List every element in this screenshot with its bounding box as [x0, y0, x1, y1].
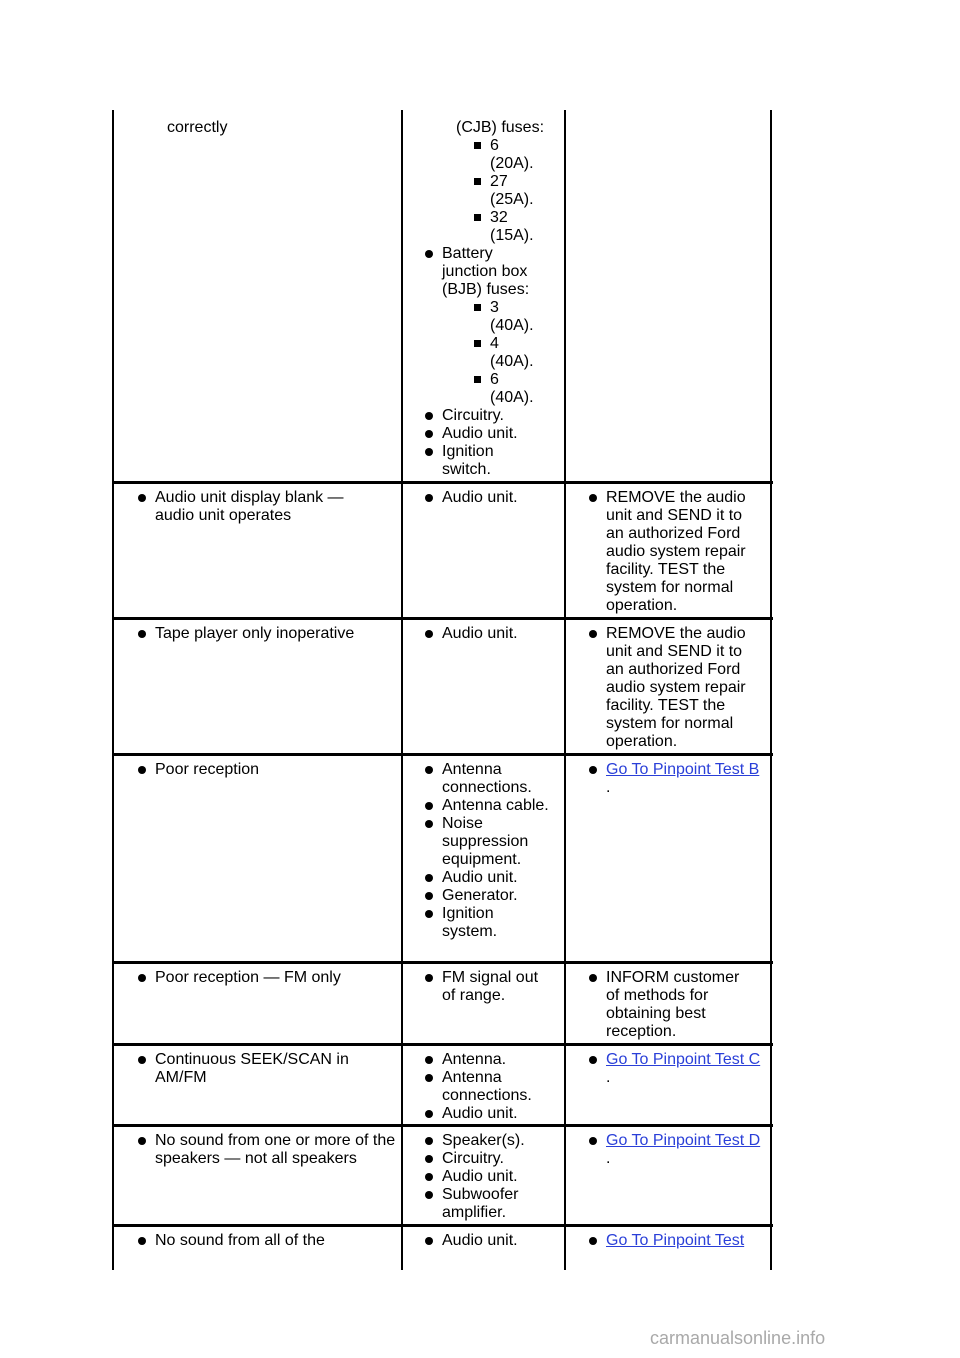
action-cell: [588, 489, 764, 615]
link-suffix: .: [606, 1150, 611, 1167]
list-item: Antenna cable.: [424, 797, 549, 815]
source-list: [424, 245, 534, 479]
source-cell: [424, 1232, 559, 1250]
table-row: [137, 1051, 392, 1087]
list-item: Antenna connections.: [424, 1069, 549, 1105]
table-row: [137, 489, 392, 525]
source-cell: [424, 625, 559, 643]
list-item: 3 (40A).: [472, 299, 542, 335]
pinpoint-test-link[interactable]: Go To Pinpoint Test: [606, 1232, 745, 1249]
source-cell: [424, 1132, 559, 1222]
list-item: Antenna connections.: [424, 761, 549, 797]
row-divider: [112, 1043, 773, 1046]
list-item: Audio unit.: [424, 425, 534, 443]
row-divider: [112, 617, 773, 620]
bjb-fuse-list: [472, 299, 542, 407]
bjb-label: Battery junction box (BJB) fuses:: [442, 245, 530, 298]
list-item: 32 (15A).: [472, 209, 542, 245]
action-cell: [588, 1051, 766, 1087]
action-cell: [588, 1132, 766, 1168]
list-item: Audio unit.: [424, 1105, 549, 1123]
action-cell: [588, 761, 766, 797]
table-border-left: [112, 110, 114, 1270]
condition-text: No sound from one or more of the speakers — not all speakers: [137, 1132, 399, 1168]
table-row: [137, 969, 392, 987]
list-item: Circuitry.: [424, 407, 534, 425]
list-item: Noise suppression equipment.: [424, 815, 549, 869]
action-text: INFORM customer of methods for obtaining best reception.: [588, 969, 753, 1041]
action-text: REMOVE the audio unit and SEND it to an authorized Ford audio system repair facility. TEST the system for normal operation.: [588, 625, 764, 751]
row-divider: [112, 753, 773, 756]
condition-text: Continuous SEEK/SCAN in AM/FM: [137, 1051, 372, 1087]
source-cell: [424, 761, 559, 941]
condition-text: Audio unit display blank — audio unit operates: [137, 489, 372, 525]
list-item: Ignition switch.: [424, 443, 534, 479]
list-item: [588, 1051, 766, 1087]
row-divider: [112, 1224, 773, 1227]
action-text: REMOVE the audio unit and SEND it to an authorized Ford audio system repair facility. TEST the system for normal operation.: [588, 489, 764, 615]
list-item: Audio unit.: [424, 869, 549, 887]
row-divider: [112, 961, 773, 964]
column-divider: [564, 110, 566, 1270]
action-cell: [588, 969, 764, 1041]
table-border-right: [770, 110, 772, 1270]
source-cell: [424, 969, 559, 1005]
list-item: Antenna.: [424, 1051, 549, 1069]
cjb-fuse-list: [472, 137, 542, 245]
table-row: [137, 625, 392, 643]
condition-text: Poor reception: [137, 761, 392, 779]
list-item: 4 (40A).: [472, 335, 542, 371]
column-divider: [401, 110, 403, 1270]
row-divider: [112, 1124, 773, 1127]
list-item: 6 (20A).: [472, 137, 542, 173]
watermark-footer: carmanualsonline.info: [650, 1328, 826, 1348]
list-item: [588, 1232, 766, 1250]
diagnostic-table: [112, 110, 773, 1270]
list-item: FM signal out of range.: [424, 969, 549, 1005]
list-item: Speaker(s).: [424, 1132, 549, 1150]
pinpoint-test-d-link[interactable]: Go To Pinpoint Test D: [606, 1132, 761, 1149]
list-item: Audio unit.: [424, 489, 559, 507]
table-row: [167, 119, 392, 137]
table-row: [424, 119, 559, 479]
condition-text: correctly: [167, 119, 228, 136]
list-item: Ignition system.: [424, 905, 549, 941]
source-cell: [424, 489, 559, 507]
pinpoint-test-b-link[interactable]: Go To Pinpoint Test B: [606, 761, 760, 778]
source-intro: (CJB) fuses:: [456, 119, 545, 136]
pinpoint-test-c-link[interactable]: Go To Pinpoint Test C: [606, 1051, 761, 1068]
row-divider: [112, 481, 773, 484]
link-suffix: .: [606, 779, 611, 796]
condition-text: Poor reception — FM only: [137, 969, 392, 987]
table-row: [137, 1132, 399, 1168]
list-item: Circuitry.: [424, 1150, 549, 1168]
list-item: Audio unit.: [424, 625, 559, 643]
list-item: Audio unit.: [424, 1168, 549, 1186]
table-row: [137, 761, 392, 779]
source-cell: [424, 1051, 559, 1123]
list-item: [588, 761, 766, 797]
list-item: 27 (25A).: [472, 173, 542, 209]
list-item: [424, 245, 534, 407]
list-item: Audio unit.: [424, 1232, 559, 1250]
link-suffix: .: [606, 1069, 611, 1086]
list-item: Generator.: [424, 887, 549, 905]
list-item: Subwoofer amplifier.: [424, 1186, 549, 1222]
action-cell: [588, 625, 764, 751]
condition-text: Tape player only inoperative: [137, 625, 392, 643]
action-cell: [588, 1232, 766, 1250]
condition-text: No sound from all of the: [137, 1232, 392, 1250]
list-item: 6 (40A).: [472, 371, 542, 407]
table-row: [137, 1232, 392, 1250]
list-item: [588, 1132, 766, 1168]
